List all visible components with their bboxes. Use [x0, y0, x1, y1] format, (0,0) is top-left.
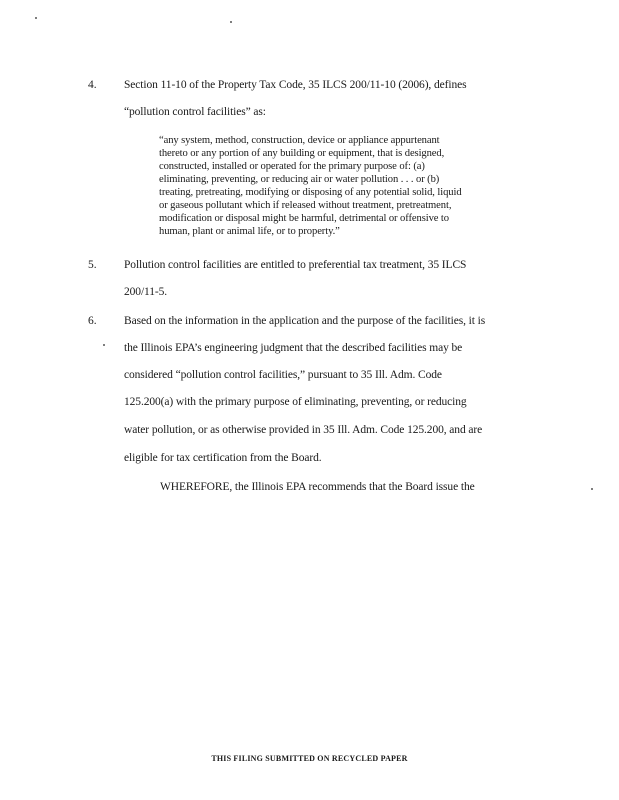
paragraph-line: water pollution, or as otherwise provided in 35 Ill. Adm. Code 125.200, and are: [124, 424, 483, 436]
scan-speck: [35, 17, 37, 19]
quote-line: human, plant or animal life, or to property.”: [159, 226, 340, 237]
paragraph-line: Based on the information in the application and the purpose of the facilities, it is: [124, 315, 486, 327]
paragraph-line: “pollution control facilities” as:: [124, 106, 266, 118]
scan-speck: [103, 344, 105, 346]
paragraph-line: 125.200(a) with the primary purpose of eliminating, preventing, or reducing: [124, 396, 467, 408]
paragraph-line: Pollution control facilities are entitled to preferential tax treatment, 35 ILCS: [124, 259, 467, 271]
quote-line: constructed, installed or operated for the primary purpose of: (a): [159, 161, 425, 172]
paragraph-line: 200/11-5.: [124, 286, 168, 298]
paragraph-line: eligible for tax certification from the Board.: [124, 452, 322, 464]
scan-speck: [591, 488, 593, 490]
quote-line: eliminating, preventing, or reducing air or water pollution . . . or (b): [159, 174, 440, 185]
paragraph-line: considered “pollution control facilities,” pursuant to 35 Ill. Adm. Code: [124, 369, 442, 381]
paragraph-number: 4.: [88, 79, 97, 91]
paragraph-number: 5.: [88, 259, 97, 271]
quote-line: modification or disposal might be harmful, detrimental or offensive to: [159, 213, 449, 224]
quote-line: thereto or any portion of any building or equipment, that is designed,: [159, 148, 445, 159]
quote-line: treating, pretreating, modifying or disposing of any potential solid, liquid: [159, 187, 462, 198]
recycled-paper-footer: THIS FILING SUBMITTED ON RECYCLED PAPER: [211, 754, 408, 763]
paragraph-line: Section 11-10 of the Property Tax Code, 35 ILCS 200/11-10 (2006), defines: [124, 79, 467, 91]
scan-speck: [230, 21, 232, 23]
quote-line: or gaseous pollutant which if released without treatment, pretreatment,: [159, 200, 452, 211]
paragraph-number: 6.: [88, 315, 97, 327]
quote-line: “any system, method, construction, device or appliance appurtenant: [159, 135, 440, 146]
paragraph-line: the Illinois EPA’s engineering judgment that the described facilities may be: [124, 342, 463, 354]
closing-line: WHEREFORE, the Illinois EPA recommends that the Board issue the: [160, 481, 475, 493]
